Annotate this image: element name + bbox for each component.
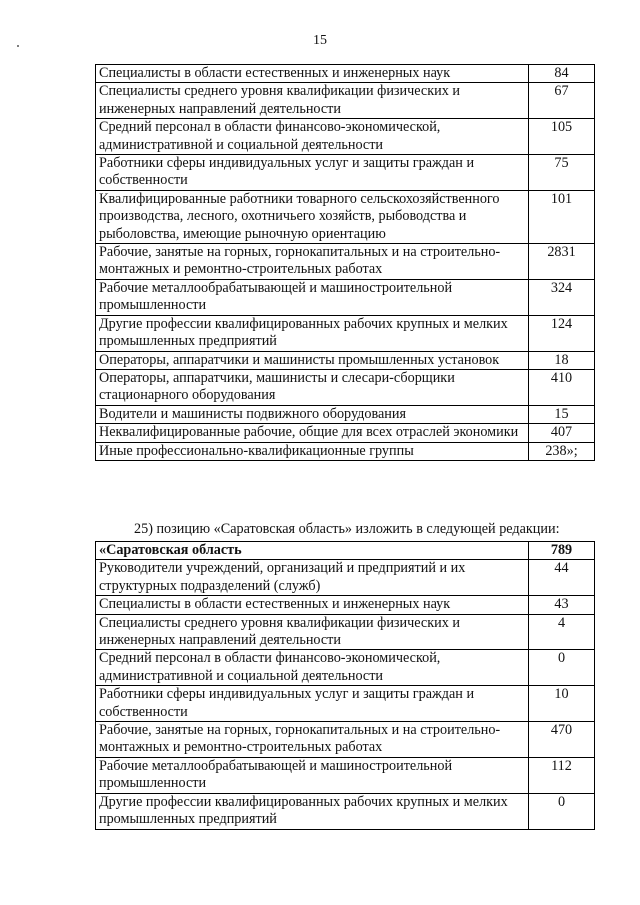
table-row: [96, 442, 595, 460]
occupation-count-cell: 0: [529, 650, 595, 686]
occupation-label-cell: Работники сферы индивидуальных услуг и защиты граждан и собственности: [96, 686, 529, 722]
occupation-label-cell: Специалисты в области естественных и инженерных наук: [96, 596, 529, 614]
table-row: [96, 424, 595, 442]
table-row: [96, 244, 595, 280]
occupation-count-cell: 112: [529, 757, 595, 793]
occupation-label-cell: Иные профессионально-квалификационные группы: [96, 442, 529, 460]
occupation-label-cell: Рабочие, занятые на горных, горнокапитальных и на строительно-монтажных и ремонтно-строительных работах: [96, 722, 529, 758]
occupation-count-cell: 43: [529, 596, 595, 614]
table-row: [96, 315, 595, 351]
table-row: [96, 279, 595, 315]
saratov-region-table: [95, 541, 595, 830]
page-number: 15: [313, 33, 327, 48]
occupation-label-cell: Рабочие металлообрабатывающей и машиностроительной промышленности: [96, 757, 529, 793]
table-row: [96, 596, 595, 614]
table-row: [96, 83, 595, 119]
occupation-label-cell: Водители и машинисты подвижного оборудования: [96, 405, 529, 423]
occupation-label-cell: Средний персонал в области финансово-экономической, административной и социальной деятельности: [96, 650, 529, 686]
table-row: [96, 155, 595, 191]
occupation-label-cell: Специалисты среднего уровня квалификации физических и инженерных направлений деятельности: [96, 614, 529, 650]
table-row: [96, 65, 595, 83]
occupation-count-cell: 75: [529, 155, 595, 191]
occupation-count-cell: 0: [529, 793, 595, 829]
occupation-label-cell: Другие профессии квалифицированных рабочих крупных и мелких промышленных предприятий: [96, 315, 529, 351]
table-row: [96, 650, 595, 686]
occupation-label-cell: Квалифицированные работники товарного сельскохозяйственного производства, лесного, охотничьего хозяйств, рыбоводства и рыболовства, имеющие рыночную ориентацию: [96, 190, 529, 243]
occupation-label-cell: Специалисты в области естественных и инженерных наук: [96, 65, 529, 83]
occupation-table-continued: [95, 64, 595, 461]
table-row: [96, 560, 595, 596]
table1-body: [96, 65, 595, 461]
occupation-count-cell: 10: [529, 686, 595, 722]
occupation-label-cell: Неквалифицированные рабочие, общие для всех отраслей экономики: [96, 424, 529, 442]
table-header-row: [96, 542, 595, 560]
occupation-count-cell: 18: [529, 351, 595, 369]
occupation-label-cell: Операторы, аппаратчики и машинисты промышленных установок: [96, 351, 529, 369]
occupation-count-cell: 238»;: [529, 442, 595, 460]
table-row: [96, 722, 595, 758]
occupation-count-cell: 105: [529, 119, 595, 155]
table-row: [96, 119, 595, 155]
table-row: [96, 369, 595, 405]
table-row: [96, 757, 595, 793]
occupation-label-cell: Другие профессии квалифицированных рабочих крупных и мелких промышленных предприятий: [96, 793, 529, 829]
occupation-count-cell: 67: [529, 83, 595, 119]
occupation-label-cell: Рабочие металлообрабатывающей и машиностроительной промышленности: [96, 279, 529, 315]
occupation-label-cell: Операторы, аппаратчики, машинисты и слесари-сборщики стационарного оборудования: [96, 369, 529, 405]
occupation-label-cell: Рабочие, занятые на горных, горнокапитальных и на строительно-монтажных и ремонтно-строительных работах: [96, 244, 529, 280]
amendment-instruction: 25) позицию «Саратовская область» изложить в следующей редакции:: [134, 521, 560, 537]
occupation-count-cell: 470: [529, 722, 595, 758]
table-row: [96, 793, 595, 829]
table-row: [96, 351, 595, 369]
table-row: [96, 614, 595, 650]
occupation-count-cell: 15: [529, 405, 595, 423]
occupation-label-cell: Специалисты среднего уровня квалификации физических и инженерных направлений деятельности: [96, 83, 529, 119]
region-total-cell: 789: [529, 542, 595, 560]
occupation-count-cell: 101: [529, 190, 595, 243]
occupation-count-cell: 44: [529, 560, 595, 596]
region-name-cell: «Саратовская область: [96, 542, 529, 560]
occupation-count-cell: 324: [529, 279, 595, 315]
table2-body: [96, 542, 595, 830]
occupation-count-cell: 2831: [529, 244, 595, 280]
occupation-count-cell: 84: [529, 65, 595, 83]
occupation-label-cell: Руководители учреждений, организаций и предприятий и их структурных подразделений (служб): [96, 560, 529, 596]
table-row: [96, 190, 595, 243]
occupation-count-cell: 407: [529, 424, 595, 442]
occupation-label-cell: Средний персонал в области финансово-экономической, административной и социальной деятельности: [96, 119, 529, 155]
table-row: [96, 405, 595, 423]
table-row: [96, 686, 595, 722]
occupation-count-cell: 124: [529, 315, 595, 351]
occupation-count-cell: 4: [529, 614, 595, 650]
occupation-count-cell: 410: [529, 369, 595, 405]
occupation-label-cell: Работники сферы индивидуальных услуг и защиты граждан и собственности: [96, 155, 529, 191]
